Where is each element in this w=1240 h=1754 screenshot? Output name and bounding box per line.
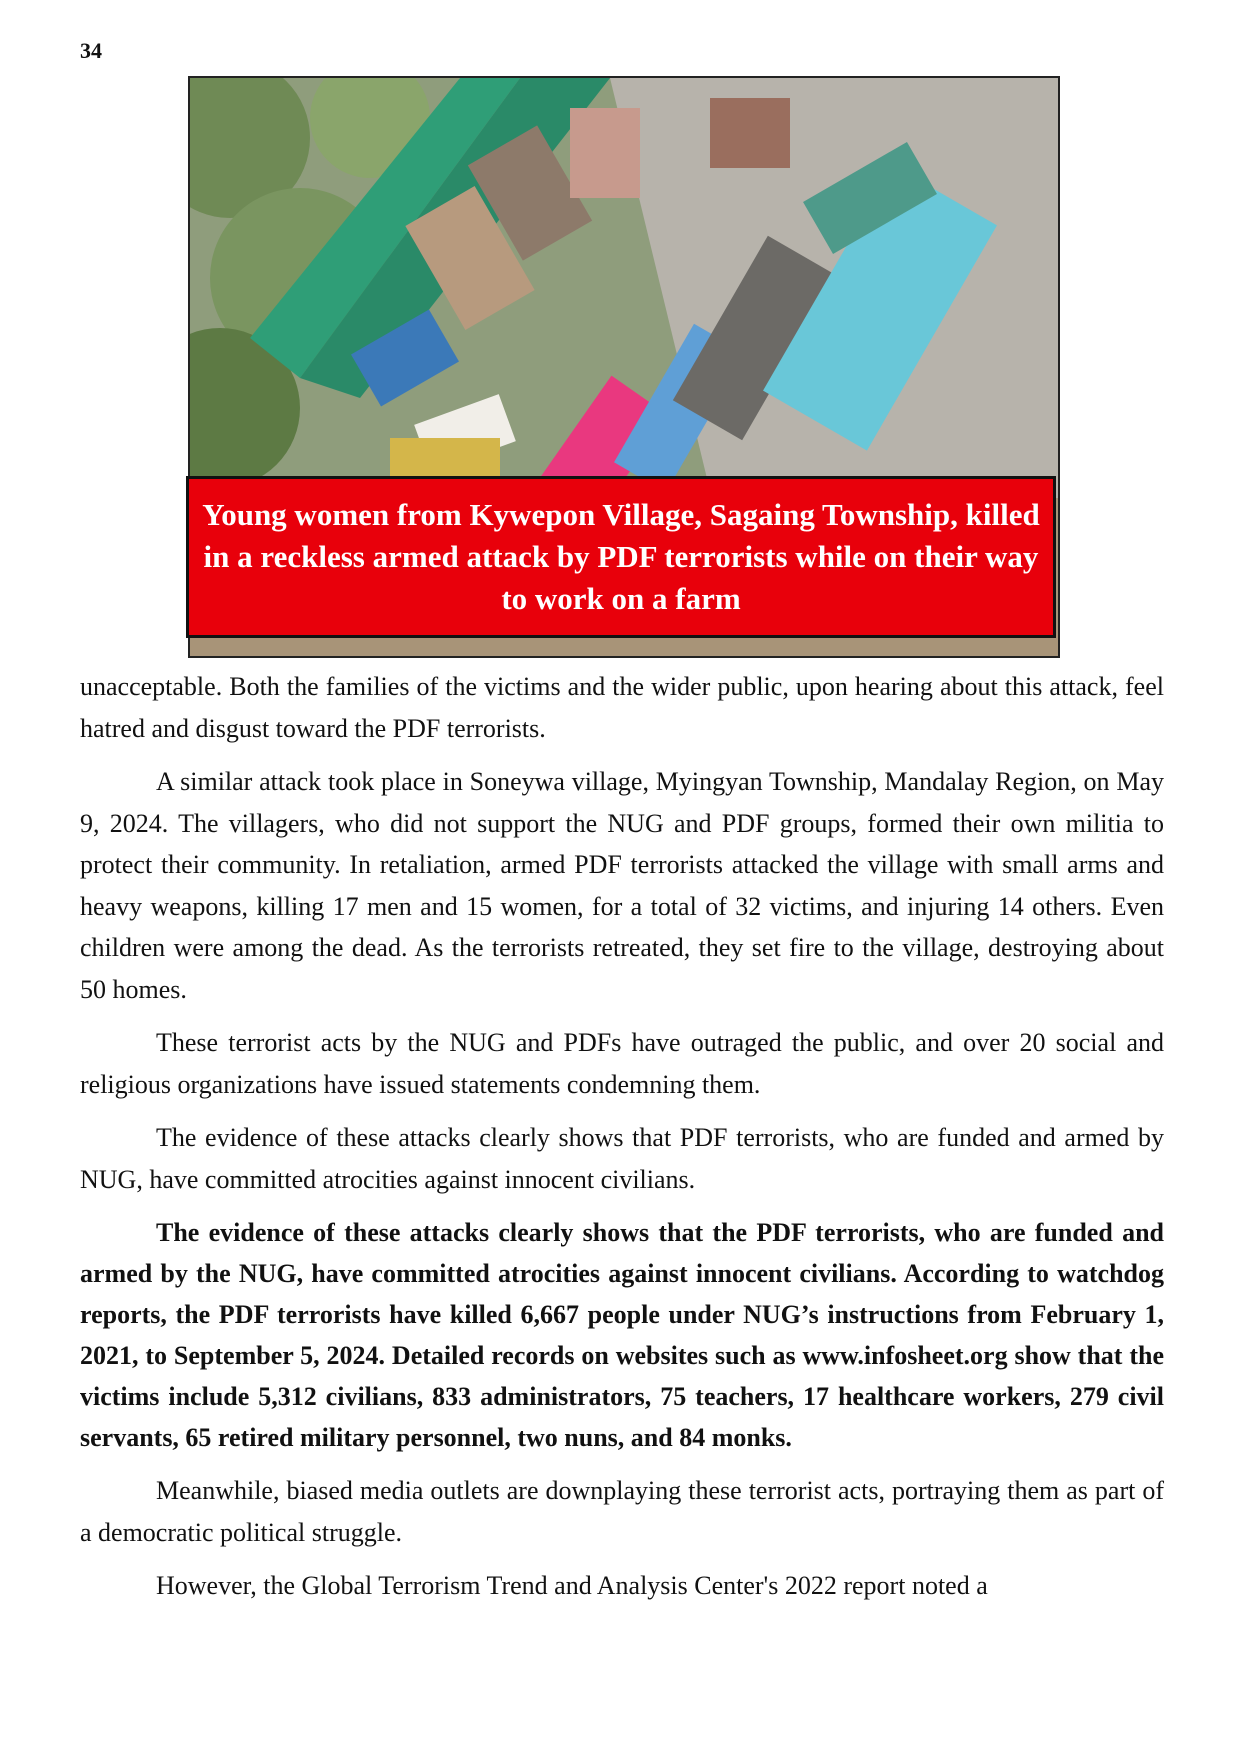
paragraph-continued: unacceptable. Both the families of the victims and the wider public, upon hearing about this attack, feel hatred and disgust toward the PDF terrorists.: [80, 672, 1164, 743]
photo-caption-box: [186, 476, 1056, 638]
paragraph: However, the Global Terrorism Trend and Analysis Center's 2022 report noted a: [156, 1571, 988, 1600]
paragraph-bold: The evidence of these attacks clearly shows that the PDF terrorists, who are funded and armed by the NUG, have committed atrocities against innocent civilians. According to watchdog reports, the PDF terrorists have killed 6,667 people under NUG’s instructions from February 1, 2021, to September 5, 2024. Detailed records on websites such as www.infosheet.org show that the victims include 5,312 civilians, 833 administrators, 75 teachers, 17 healthcare workers, 279 civil servants, 65 retired military personnel, two nuns, and 84 monks.: [80, 1218, 1164, 1452]
paragraph: A similar attack took place in Soneywa village, Myingyan Township, Mandalay Region, on May 9, 2024. The villagers, who did not support the NUG and PDF groups, formed their own militia to protect their community. In retaliation, armed PDF terrorists attacked the village with small arms and heavy weapons, killing 17 men and 15 women, for a total of 32 victims, and injuring 14 others. Even children were among the dead. As the terrorists retreated, they set fire to the village, destroying about 50 homes.: [80, 767, 1164, 1004]
paragraph: The evidence of these attacks clearly shows that PDF terrorists, who are funded and armed by NUG, have committed atrocities against innocent civilians.: [80, 1123, 1164, 1194]
article-body: [80, 666, 1164, 1619]
page-number: 34: [80, 38, 102, 63]
paragraph: These terrorist acts by the NUG and PDFs have outraged the public, and over 20 social and religious organizations have issued statements condemning them.: [80, 1028, 1164, 1099]
paragraph: Meanwhile, biased media outlets are downplaying these terrorist acts, portraying them as part of a democratic political struggle.: [80, 1476, 1164, 1547]
photo-caption: Young women from Kywepon Village, Sagaing Township, killed in a reckless armed attack by PDF terrorists while on their way to work on a farm: [202, 497, 1040, 616]
